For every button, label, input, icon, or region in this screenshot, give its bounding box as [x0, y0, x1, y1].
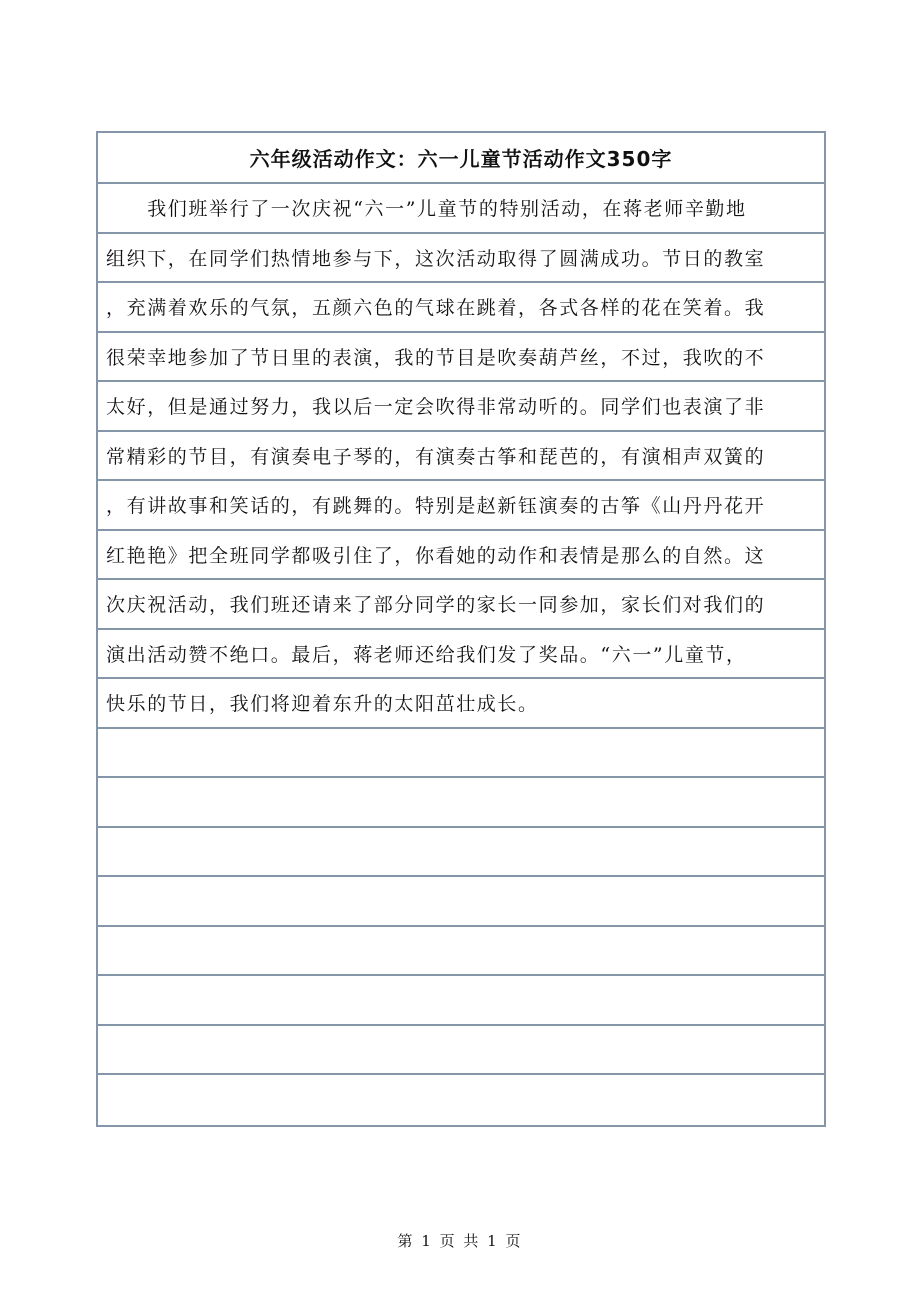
essay-line	[98, 481, 824, 531]
essay-line-text: 快乐的节日，我们将迎着东升的太阳茁壮成长。	[106, 693, 539, 716]
essay-line	[98, 184, 824, 234]
page-number: 第 1 页 共 1 页	[397, 1232, 523, 1250]
essay-line	[98, 828, 824, 878]
essay-line-text: 红艳艳》把全班同学都吸引住了，你看她的动作和表情是那么的自然。这	[106, 544, 766, 567]
essay-line	[98, 333, 824, 383]
essay-line-text: 演出活动赞不绝口。最后，蒋老师还给我们发了奖品。“六一”儿童节，	[106, 643, 747, 666]
essay-line	[98, 580, 824, 630]
essay-line	[98, 283, 824, 333]
essay-line	[98, 877, 824, 927]
essay-line-text: ，充满着欢乐的气氛，五颜六色的气球在跳着，各式各样的花在笑着。我	[106, 297, 766, 320]
title-row	[98, 133, 824, 184]
essay-frame	[96, 131, 826, 1127]
essay-line	[98, 1075, 824, 1125]
essay-line	[98, 234, 824, 284]
essay-line-text: ，有讲故事和笑话的，有跳舞的。特别是赵新钰演奏的古筝《山丹丹花开	[106, 495, 766, 518]
essay-line	[98, 382, 824, 432]
essay-line-text: 常精彩的节目，有演奏电子琴的，有演奏古筝和琵芭的，有演相声双簧的	[106, 445, 766, 468]
essay-line	[98, 729, 824, 779]
essay-line-text: 太好，但是通过努力，我以后一定会吹得非常动听的。同学们也表演了非	[106, 396, 766, 419]
essay-line	[98, 1026, 824, 1076]
essay-line	[98, 679, 824, 729]
essay-line	[98, 432, 824, 482]
essay-line	[98, 976, 824, 1026]
ruled-lines	[98, 184, 824, 1125]
essay-line	[98, 531, 824, 581]
essay-line	[98, 630, 824, 680]
essay-line	[98, 778, 824, 828]
page-title: 六年级活动作文：六一儿童节活动作文350字	[249, 147, 673, 171]
essay-line	[98, 927, 824, 977]
essay-line-text: 很荣幸地参加了节日里的表演，我的节目是吹奏葫芦丝，不过，我吹的不	[106, 346, 766, 369]
essay-line-text: 我们班举行了一次庆祝“六一”儿童节的特别活动，在蒋老师辛勤地	[106, 198, 747, 221]
essay-line-text: 次庆祝活动，我们班还请来了部分同学的家长一同参加，家长们对我们的	[106, 594, 766, 617]
essay-line-text: 组织下，在同学们热情地参与下，这次活动取得了圆满成功。节日的教室	[106, 247, 766, 270]
